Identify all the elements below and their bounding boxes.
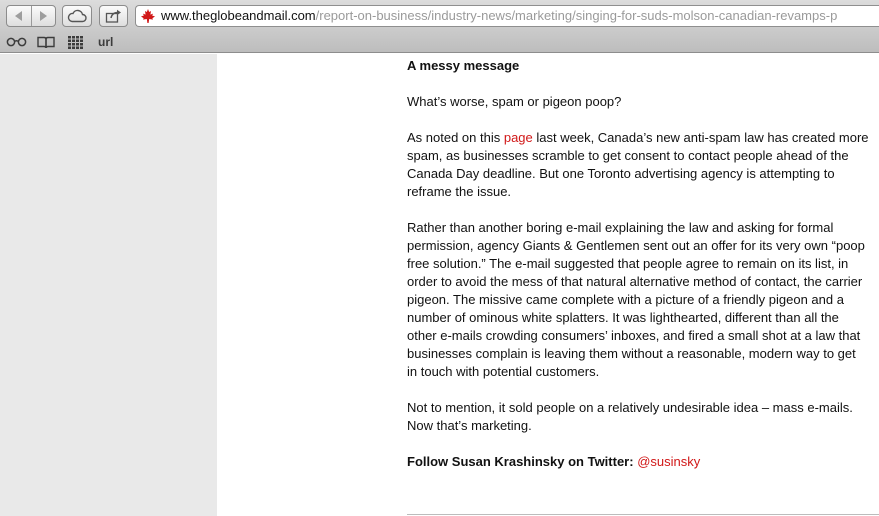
share-button[interactable] [99,5,128,27]
back-forward-buttons [6,5,56,27]
grid-icon [68,36,83,49]
left-sidebar [0,54,217,516]
section-heading: A messy message [407,58,520,73]
maple-leaf-icon [140,8,156,24]
paragraph-1: What’s worse, spam or pigeon poop? [407,94,622,109]
twitter-handle-link[interactable]: @susinsky [637,454,701,469]
twitter-follow-line [407,453,869,471]
forward-button[interactable] [32,6,56,26]
book-icon [37,36,55,49]
glasses-icon [6,37,28,47]
paragraph-2-start: As noted on this [407,130,504,145]
back-arrow-icon [15,11,22,21]
reading-list-button[interactable] [6,33,28,51]
browser-toolbar [0,0,879,31]
address-bar[interactable] [135,5,879,27]
paragraph-2-end: last week, Canada’s new anti-spam law has created more spam, as businesses scramble to get consent to contact people ahead of the Canada Day deadline. But one Toronto advertising agency is attempting to reframe the issue. [407,130,869,199]
paragraph-2 [407,129,869,201]
bookmark-url[interactable]: url [98,35,114,49]
paragraph-3: Rather than another boring e-mail explaining the law and asking for formal permission, agency Giants & Gentlemen sent out an offer for its very own “poop free solution.” The e-mail suggested that people agree to remain on its list, in order to avoid the mess of that natural alternative method of contact, the carrier pigeon. The missive came complete with a picture of a friendly pigeon and a number of ominous white splatters. It was lighthearted, different than all the other e-mails crowding consumers’ inboxes, and fired a small shot at a law that businesses complain is leaving them without a reasonable, modern way to get in touch with potential customers. [407,220,865,379]
bookmarks-bar [0,31,879,53]
article-divider [407,514,879,515]
share-icon [105,9,123,23]
bookmarks-button[interactable] [37,33,55,51]
url-path: /report-on-business/industry-news/marketing/singing-for-suds-molson-canadian-revamps-p [315,8,838,23]
paragraph-4: Not to mention, it sold people on a relatively undesirable idea – mass e-mails. Now that’s marketing. [407,400,853,433]
url-domain: www.theglobeandmail.com [161,8,316,23]
browser-chrome [0,0,879,53]
url-text [161,5,837,27]
icloud-tabs-button[interactable] [62,5,92,27]
cloud-icon [67,9,87,23]
follow-label: Follow Susan Krashinsky on Twitter: [407,454,634,469]
page-link[interactable]: page [503,130,533,145]
back-button[interactable] [7,6,32,26]
forward-arrow-icon [40,11,47,21]
article-body [407,54,869,471]
top-sites-button[interactable] [68,33,83,51]
